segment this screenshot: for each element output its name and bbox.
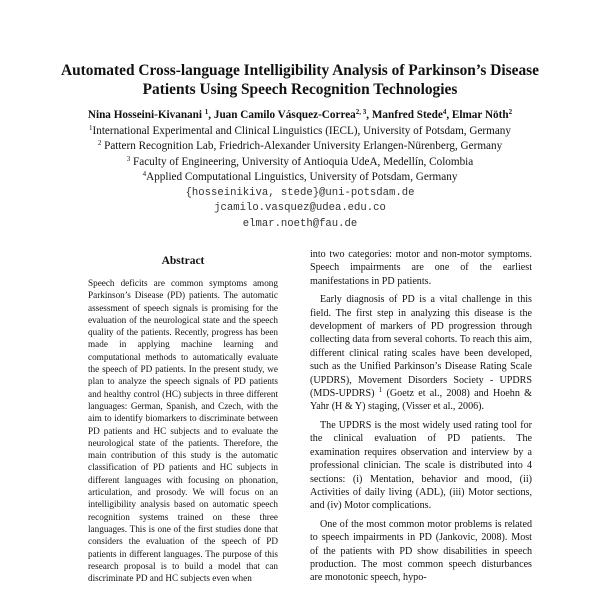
- introduction-column: [310, 248, 532, 590]
- affiliation-text: Applied Computational Linguistics, University of Potsdam, Germany: [146, 171, 458, 183]
- author-name: Nina Hosseini-Kivanani: [87, 109, 202, 121]
- author-sup: 1: [204, 108, 209, 116]
- affiliation-sup: 4: [142, 170, 147, 178]
- email: {hosseinikiva, stede}@uni-potsdam.de: [185, 186, 415, 199]
- email: jcamilo.vasquez@udea.edu.co: [214, 202, 386, 214]
- affiliation-sup: 2: [97, 139, 102, 147]
- abstract-heading: Abstract: [161, 255, 205, 267]
- author-name: Juan Camilo Vásquez-Correa: [213, 109, 356, 121]
- affiliation-text: Faculty of Engineering, University of Antioquia UdeA, Medellín, Colombia: [133, 155, 474, 168]
- affiliation-sup: 1: [89, 123, 93, 132]
- intro-paragraph: The UPDRS is the most widely used rating tool for the clinical evaluation of PD patients. The examination requires observation and interview by a professional clinician. The scale is distributed into 4 sections: (i) Mentation, behavior and mood, (ii) Activities of daily living (ADL), (iii) Motor sections, and (iv) Motor complications.: [310, 419, 532, 512]
- author-sup: 2: [508, 108, 513, 116]
- abstract-body: Speech deficits are common symptoms among Parkinson’s Disease (PD) patients. The automatic assessment of speech signals is promising for the evaluation of the neurological state and the speech quality of the patients. Recently, progress has been made in applying machine learning and computational methods to automatically evaluate the speech of PD patients. In the present study, we plan to analyze the speech signals of PD patients and healthy control (HC) subjects in three different languages: German, Spanish, and Czech, with the aim to identify biomarkers to discriminate between PD patients and HC subjects and to evaluate the neurological state of the patients. Therefore, the main contribution of this study is the automatic classification of PD patients and HC subjects in different languages with focusing on phonation, articulation, and prosody. We will focus on an intelligibility analysis based on automatic speech recognition systems trained on these three languages. This is one of the first studies done that considers the evaluation of the speech of PD patients in different languages. The purpose of this research proposal is to build a model that can discriminate PD and HC subjects even when: [88, 278, 278, 584]
- affiliation-text: International Experimental and Clinical Linguistics (IECL), University of Potsdam, Germany: [92, 124, 511, 137]
- affiliation: [40, 155, 560, 171]
- affiliation: [40, 139, 560, 155]
- intro-paragraph: One of the most common motor problems is related to speech impairments in PD (Jankovic, 2008). Most of the patients with PD show disabilities in speech production. The most common speech disturbances are monotonic speech, hypo-: [310, 518, 532, 584]
- affiliation: [40, 170, 560, 186]
- affiliation-text: Pattern Recognition Lab, Friedrich-Alexander University Erlangen-Nürenberg, Germany: [104, 140, 503, 152]
- author-names: Nina Hosseini-Kivanani $^1$, Juan Camilo Vásquez-Correa$^{2, 3}$, Manfred Stede$^4$, Elmar Nöth$^2$: [87, 108, 513, 121]
- email: elmar.noeth@fau.de: [242, 217, 358, 230]
- intro-text: (Goetz et al., 2008) and Hoehn & Yahr (H & Y) staging, (Visser et al., 2006).: [310, 388, 532, 413]
- affiliation: [40, 124, 560, 140]
- author-block: [40, 108, 560, 232]
- author-name: Manfred Stede: [371, 109, 443, 121]
- author-sup: 4: [442, 108, 447, 116]
- intro-paragraph: [310, 293, 532, 414]
- intro-text: Early diagnosis of PD is a vital challenge in this field. The first step in analyzing this disease is the development of markers of PD progression through collecting data from several cohorts. To reach this aim, different clinical rating scales have been developed, such as the Unified Parkinson’s Disease Rating Scale (UPDRS), Movement Disorders Society - UPDRS (MDS-UPDRS): [310, 294, 532, 400]
- author-name: Elmar Nöth: [451, 109, 509, 121]
- paper-title: Automated Cross-language Intelligibility Analysis of Parkinson’s Disease Patients Using Speech Recognition Technologies: [60, 62, 539, 98]
- affiliation-sup: 3: [126, 154, 131, 163]
- footnote-marker: 1: [378, 386, 383, 395]
- intro-paragraph: into two categories: motor and non-motor symptoms. Speech impairments are one of the earliest manifestations in PD patients.: [310, 249, 532, 287]
- author-sup: 2, 3: [355, 108, 367, 116]
